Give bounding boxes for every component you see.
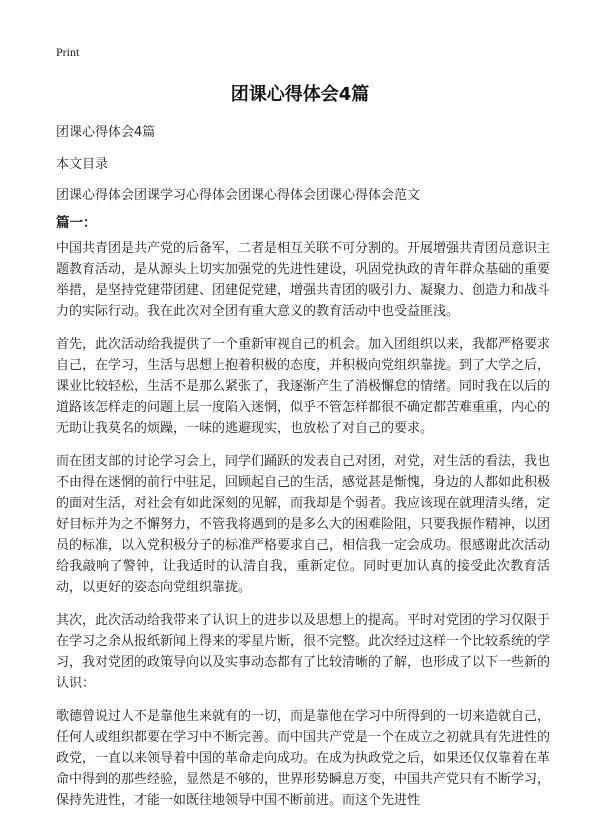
toc-label: 本文目录 [56,157,109,172]
toc-line: 团课心得体会团课学习心得体会团课心得体会团课心得体会范文 [56,188,421,203]
paragraph: 首先，此次活动给我提供了一个重新审视自己的机会。加入团组织以来，我都严格要求自己，在学习，生活与思想上抱着积极的态度，并积极向党组织靠拢。到了大学之后，课业比较轻松，生活不是那么紧张了，我逐渐产生了消极懈怠的情绪。同时我在以后的道路该怎样走的问题上层一度陷入迷惘，似乎不管怎样都很不确定都苦难重重，内心的无助让我莫名的烦躁，一味的逃避现实，也放松了对自己的要求。 [56,337,551,436]
section-heading: 篇一： [56,215,97,231]
paragraph: 中国共青团是共产党的后备军，二者是相互关联不可分割的。开展增强共青团员意识主题教育活动，是从源头上切实加强党的先进性建设，巩固党执政的青年群众基础的重要举措，是坚持党建带团建、团建促党建，增强共青团的吸引力、凝聚力、创造力和战斗力的实际行动。我在此次对全团有重大意义的教育活动中也受益匪浅。 [56,241,551,319]
document-body [56,238,550,823]
print-link[interactable]: Print [56,45,80,59]
paragraph: 歌德曾说过人不是靠他生来就有的一切，而是靠他在学习中所得到的一切来造就自己，任何人或组织都要在学习中不断完善。而中国共产党是一个在成立之初就具有先进性的政党，一直以来领导着中国的革命走向成功。在成为执政党之后，如果还仅仅靠着在革命中得到的那些经验，显然是不够的，世界形势瞬息万变，中国共产党只有不断学习，保持先进性，才能一如既往地领导中国不断前进。而这个先进性 [56,709,551,808]
paragraph: 而在团支部的讨论学习会上，同学们踊跃的发表自己对团，对党，对生活的看法，我也不由得在迷惘的前行中驻足，回顾起自己的生活，感觉甚是惭愧，身边的人都如此积极的面对生活，对社会有如此深刻的见解，而我却是个弱者。我应该现在就理清头绪，定好目标并为之不懈努力，不管我将遇到的是多么大的困难险阻，只要我振作精神，以团员的标准，以入党积极分子的标准严格要求自己，相信我一定会成功。很感谢此次活动给我敲响了警钟，让我适时的认清自我，重新定位。同时更加认真的接受此次教育活动，以更好的姿态向党组织靠拢。 [56,454,551,595]
paragraph: 其次，此次活动给我带来了认识上的进步以及思想上的提高。平时对党团的学习仅限于在学习之余从报纸新闻上得来的零星片断，很不完整。此次经过这样一个比较系统的学习，我对党团的政策导向以及实事动态都有了比较清晰的了解，也形成了以下一些新的认识： [56,613,551,691]
page-title: 团课心得体会4篇 [230,84,370,105]
document-subtitle: 团课心得体会4篇 [56,125,156,140]
